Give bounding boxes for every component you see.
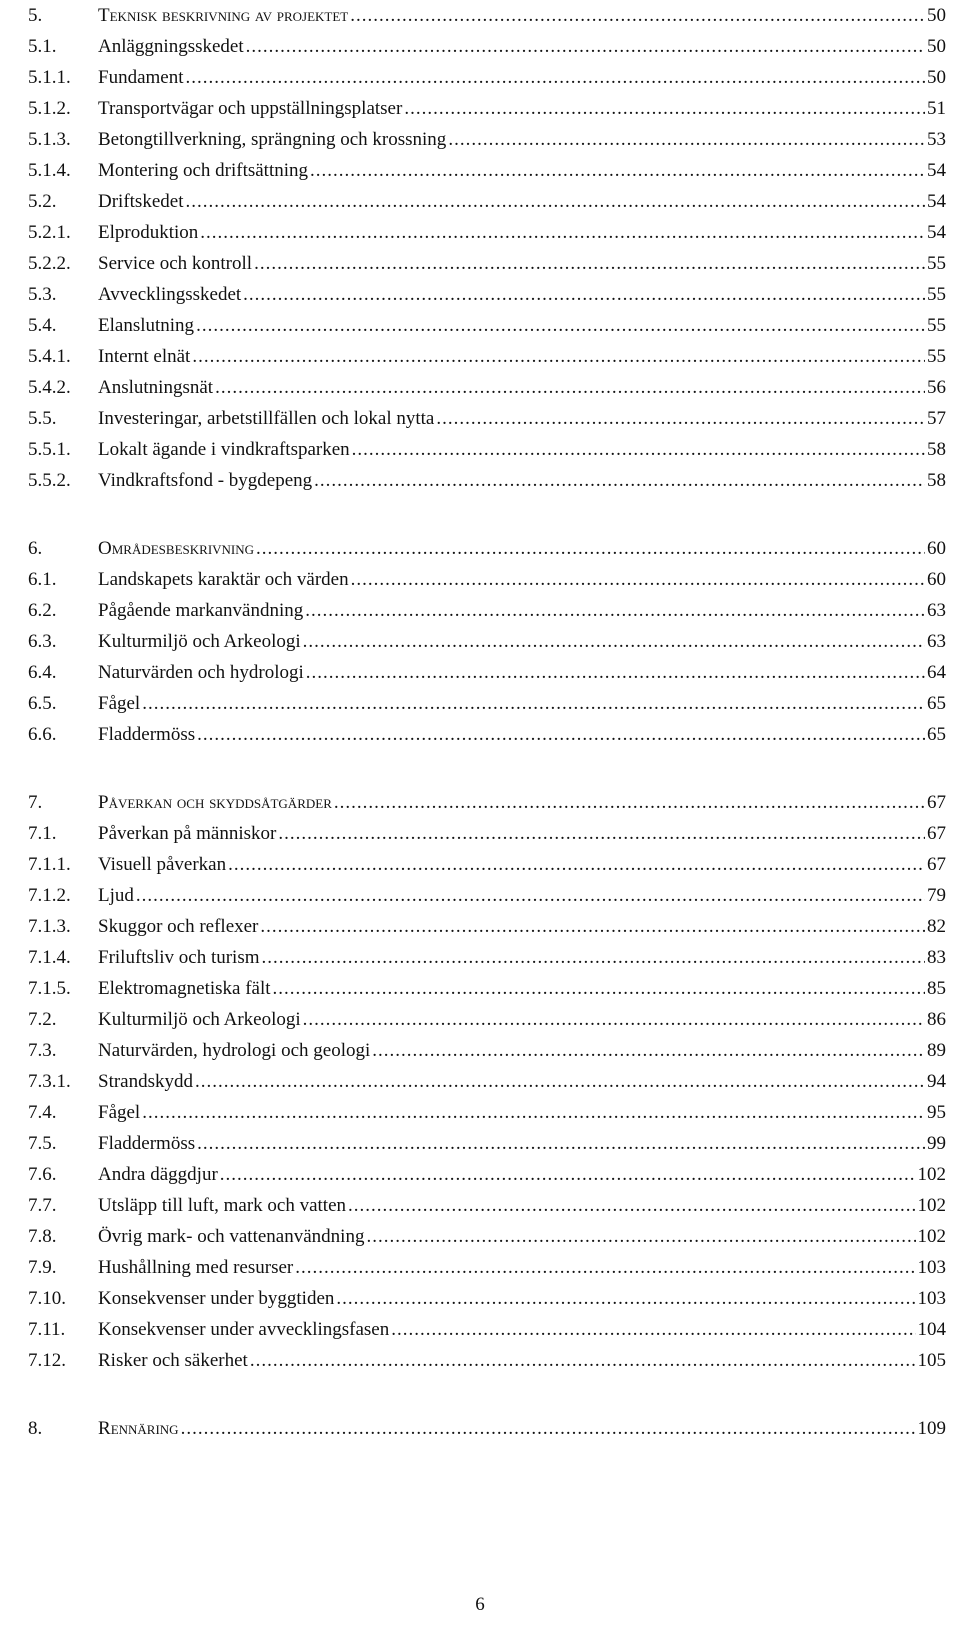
toc-entry-title: Hushållning med resurser	[98, 1257, 294, 1278]
toc-entry[interactable]	[28, 1159, 946, 1190]
toc-entry[interactable]	[28, 911, 946, 942]
toc-entry[interactable]	[28, 1314, 946, 1345]
toc-entry-page: 65	[927, 724, 946, 745]
toc-entry-title: Fågel	[98, 693, 141, 714]
toc-entry[interactable]	[28, 465, 946, 496]
dot-leader	[186, 62, 926, 93]
toc-entry-line	[98, 1159, 946, 1190]
toc-entry-line	[98, 1413, 946, 1444]
toc-entry[interactable]	[28, 62, 946, 93]
dot-leader	[197, 1128, 925, 1159]
toc-entry-page: 85	[927, 978, 946, 999]
toc-entry-number: 5.1.3.	[28, 129, 71, 150]
toc-entry-line	[98, 155, 946, 186]
toc-entry-page: 67	[927, 792, 946, 813]
toc-entry-line	[98, 124, 946, 155]
toc-entry-line	[98, 657, 946, 688]
toc-entry-line	[98, 1097, 946, 1128]
toc-entry-title: Transportvägar och uppställningsplatser	[98, 98, 403, 119]
dot-leader	[372, 1035, 925, 1066]
toc-entry-number: 8.	[28, 1418, 43, 1439]
toc-entry[interactable]	[28, 1066, 946, 1097]
toc-entry-number: 5.4.1.	[28, 346, 71, 367]
toc-entry-title: Påverkan på människor	[98, 823, 277, 844]
toc-entry-page: 94	[927, 1071, 946, 1092]
toc-chapter-entry[interactable]	[28, 0, 946, 31]
toc-entry-page: 95	[927, 1102, 946, 1123]
toc-section	[28, 787, 946, 1376]
toc-entry[interactable]	[28, 1190, 946, 1221]
toc-entry-line	[98, 719, 946, 750]
dot-leader	[278, 818, 925, 849]
dot-leader	[436, 403, 925, 434]
toc-entry-title: Skuggor och reflexer	[98, 916, 259, 937]
toc-entry-title: Elanslutning	[98, 315, 195, 336]
toc-entry[interactable]	[28, 31, 946, 62]
toc-entry[interactable]	[28, 880, 946, 911]
toc-entry-title: Anslutningsnät	[98, 377, 214, 398]
toc-entry-page: 57	[927, 408, 946, 429]
toc-entry-number: 7.1.1.	[28, 854, 71, 875]
dot-leader	[200, 217, 925, 248]
toc-entry-page: 50	[927, 5, 946, 26]
toc-entry[interactable]	[28, 818, 946, 849]
toc-entry-number: 7.2.	[28, 1009, 57, 1030]
toc-section	[28, 1413, 946, 1444]
toc-entry-page: 55	[927, 284, 946, 305]
toc-entry-line	[98, 0, 946, 31]
toc-entry-page: 55	[927, 346, 946, 367]
toc-entry-title: Montering och driftsättning	[98, 160, 309, 181]
toc-entry-number: 7.1.3.	[28, 916, 71, 937]
toc-entry-number: 7.6.	[28, 1164, 57, 1185]
toc-entry[interactable]	[28, 1221, 946, 1252]
toc-entry-line	[98, 1128, 946, 1159]
toc-entry-title: Risker och säkerhet	[98, 1350, 248, 1371]
toc-entry-line	[98, 1190, 946, 1221]
toc-entry-line	[98, 942, 946, 973]
toc-entry-line	[98, 403, 946, 434]
toc-entry-number: 5.2.2.	[28, 253, 71, 274]
dot-leader	[192, 341, 925, 372]
toc-entry-number: 7.1.5.	[28, 978, 71, 999]
dot-leader	[262, 942, 926, 973]
toc-entry-number: 5.1.1.	[28, 67, 71, 88]
toc-entry[interactable]	[28, 719, 946, 750]
toc-entry-page: 58	[927, 470, 946, 491]
dot-leader	[181, 1413, 916, 1444]
toc-entry-line	[98, 595, 946, 626]
toc-entry-page: 103	[917, 1257, 946, 1278]
toc-entry[interactable]	[28, 626, 946, 657]
toc-entry-line	[98, 973, 946, 1004]
toc-entry-number: 5.5.	[28, 408, 57, 429]
toc-entry-line	[98, 533, 946, 564]
toc-entry[interactable]	[28, 849, 946, 880]
toc-entry[interactable]	[28, 1345, 946, 1376]
toc-entry[interactable]	[28, 973, 946, 1004]
toc-entry-number: 5.1.	[28, 36, 57, 57]
dot-leader	[305, 595, 925, 626]
dot-leader	[303, 1004, 925, 1035]
toc-entry-number: 7.12.	[28, 1350, 66, 1371]
toc-entry-page: 103	[917, 1288, 946, 1309]
toc-entry[interactable]	[28, 595, 946, 626]
toc-entry-number: 5.1.4.	[28, 160, 71, 181]
toc-entry-title: Driftskedet	[98, 191, 184, 212]
toc-entry-number: 7.8.	[28, 1226, 57, 1247]
toc-entry[interactable]	[28, 1004, 946, 1035]
toc-entry-number: 7.1.2.	[28, 885, 71, 906]
toc-entry-number: 5.2.1.	[28, 222, 71, 243]
toc-section	[28, 533, 946, 750]
toc-entry-number: 5.2.	[28, 191, 57, 212]
toc-entry-title: Konsekvenser under avvecklingsfasen	[98, 1319, 390, 1340]
toc-entry-line	[98, 217, 946, 248]
toc-entry-page: 53	[927, 129, 946, 150]
toc-entry[interactable]	[28, 186, 946, 217]
toc-entry-line	[98, 93, 946, 124]
toc-entry-line	[98, 186, 946, 217]
toc-entry-page: 51	[927, 98, 946, 119]
toc-entry-number: 5.1.2.	[28, 98, 71, 119]
toc-entry-page: 105	[917, 1350, 946, 1371]
toc-entry-line	[98, 1221, 946, 1252]
toc-entry-line	[98, 564, 946, 595]
toc-entry[interactable]	[28, 93, 946, 124]
toc-entry-title: Service och kontroll	[98, 253, 253, 274]
toc-entry[interactable]	[28, 1283, 946, 1314]
toc-entry-number: 7.11.	[28, 1319, 66, 1340]
toc-entry-page: 104	[917, 1319, 946, 1340]
toc-entry-page: 63	[927, 600, 946, 621]
toc-entry-line	[98, 1345, 946, 1376]
toc-entry-page: 55	[927, 253, 946, 274]
toc-entry-title: Kulturmiljö och Arkeologi	[98, 631, 301, 652]
toc-entry[interactable]	[28, 310, 946, 341]
toc-entry-number: 5.4.2.	[28, 377, 71, 398]
toc-entry-title: Naturvärden och hydrologi	[98, 662, 304, 683]
dot-leader	[306, 657, 925, 688]
toc-entry-page: 58	[927, 439, 946, 460]
toc-entry-title: Visuell påverkan	[98, 854, 227, 875]
toc-entry[interactable]	[28, 1252, 946, 1283]
toc-entry-title: Naturvärden, hydrologi och geologi	[98, 1040, 371, 1061]
dot-leader	[350, 0, 925, 31]
toc-entry-title: Andra däggdjur	[98, 1164, 218, 1185]
page-number: 6	[475, 1594, 485, 1615]
toc-entry-title: Fladdermöss	[98, 724, 196, 745]
dot-leader	[250, 1345, 916, 1376]
dot-leader	[448, 124, 925, 155]
toc-entry-number: 5.4.	[28, 315, 57, 336]
dot-leader	[243, 279, 925, 310]
toc-entry-line	[98, 688, 946, 719]
toc-entry-line	[98, 880, 946, 911]
toc-entry-number: 6.3.	[28, 631, 57, 652]
toc-entry-page: 82	[927, 916, 946, 937]
toc-entry-title: Fundament	[98, 67, 184, 88]
toc-entry-line	[98, 31, 946, 62]
toc-entry-title: Avvecklingsskedet	[98, 284, 242, 305]
toc-entry-page: 89	[927, 1040, 946, 1061]
toc-entry-number: 7.9.	[28, 1257, 57, 1278]
toc-entry-page: 102	[917, 1164, 946, 1185]
toc-entry-page: 79	[927, 885, 946, 906]
toc-entry-title: Fladdermöss	[98, 1133, 196, 1154]
toc-entry-page: 99	[927, 1133, 946, 1154]
toc-entry[interactable]	[28, 657, 946, 688]
dot-leader	[404, 93, 925, 124]
toc-entry-line	[98, 787, 946, 818]
toc-entry-page: 60	[927, 569, 946, 590]
toc-entry-page: 63	[927, 631, 946, 652]
toc-entry[interactable]	[28, 434, 946, 465]
toc-entry[interactable]	[28, 279, 946, 310]
dot-leader	[351, 564, 925, 595]
toc-entry-number: 6.	[28, 538, 43, 559]
toc-entry-title: påverkan och skyddsåtgärder	[98, 792, 332, 813]
toc-chapter-entry[interactable]	[28, 1413, 946, 1444]
toc-entry[interactable]	[28, 341, 946, 372]
toc-entry-title: Kulturmiljö och Arkeologi	[98, 1009, 301, 1030]
toc-entry-title: Anläggningsskedet	[98, 36, 244, 57]
dot-leader	[303, 626, 925, 657]
toc-entry-page: 54	[927, 191, 946, 212]
toc-entry-number: 7.1.4.	[28, 947, 71, 968]
toc-entry[interactable]	[28, 1035, 946, 1066]
dot-leader	[334, 787, 925, 818]
toc-entry-number: 7.	[28, 792, 43, 813]
toc-entry-line	[98, 434, 946, 465]
toc-entry-line	[98, 626, 946, 657]
toc-entry-page: 54	[927, 160, 946, 181]
toc-entry-page: 83	[927, 947, 946, 968]
dot-leader	[366, 1221, 915, 1252]
toc-entry-number: 5.3.	[28, 284, 57, 305]
dot-leader	[336, 1283, 915, 1314]
dot-leader	[391, 1314, 915, 1345]
dot-leader	[352, 434, 925, 465]
dot-leader	[348, 1190, 915, 1221]
dot-leader	[260, 911, 925, 942]
toc-entry-number: 6.5.	[28, 693, 57, 714]
dot-leader	[196, 310, 925, 341]
toc-entry-line	[98, 1252, 946, 1283]
toc-entry-title: Investeringar, arbetstillfällen och lokal nytta	[98, 408, 435, 429]
toc-entry-page: 65	[927, 693, 946, 714]
toc-entry[interactable]	[28, 372, 946, 403]
dot-leader	[295, 1252, 915, 1283]
toc-entry-page: 54	[927, 222, 946, 243]
toc-entry[interactable]	[28, 688, 946, 719]
toc-entry-number: 7.5.	[28, 1133, 57, 1154]
toc-entry-line	[98, 911, 946, 942]
toc-entry-number: 5.	[28, 5, 43, 26]
toc-entry-title: Ljud	[98, 885, 134, 906]
toc-entry-title: Landskapets karaktär och värden	[98, 569, 349, 590]
dot-leader	[197, 719, 925, 750]
toc-entry-line	[98, 310, 946, 341]
toc-entry-title: Fågel	[98, 1102, 141, 1123]
toc-entry-title: Elproduktion	[98, 222, 199, 243]
toc-chapter-entry[interactable]	[28, 533, 946, 564]
toc-entry-page: 50	[927, 36, 946, 57]
toc-entry[interactable]	[28, 124, 946, 155]
toc-entry-line	[98, 1035, 946, 1066]
dot-leader	[220, 1159, 916, 1190]
toc-entry-page: 55	[927, 315, 946, 336]
dot-leader	[142, 1097, 925, 1128]
toc-entry-line	[98, 1004, 946, 1035]
toc-entry-line	[98, 849, 946, 880]
toc-entry-title: Utsläpp till luft, mark och vatten	[98, 1195, 347, 1216]
toc-entry-number: 7.1.	[28, 823, 57, 844]
dot-leader	[254, 248, 925, 279]
toc-entry-number: 7.7.	[28, 1195, 57, 1216]
toc-entry[interactable]	[28, 217, 946, 248]
toc-entry-number: 5.5.1.	[28, 439, 71, 460]
toc-entry-title: Lokalt ägande i vindkraftsparken	[98, 439, 350, 460]
toc-entry-line	[98, 279, 946, 310]
toc-entry-number: 6.4.	[28, 662, 57, 683]
dot-leader	[142, 688, 925, 719]
toc-entry[interactable]	[28, 1128, 946, 1159]
toc-entry-title: Internt elnät	[98, 346, 191, 367]
dot-leader	[195, 1066, 925, 1097]
toc-entry-page: 67	[927, 823, 946, 844]
dot-leader	[136, 880, 925, 911]
toc-entry-title: områdesbeskrivning	[98, 538, 255, 559]
toc-entry-number: 6.2.	[28, 600, 57, 621]
toc-entry-page: 102	[917, 1226, 946, 1247]
dot-leader	[215, 372, 925, 403]
toc-entry-page: 60	[927, 538, 946, 559]
toc-entry-page: 109	[917, 1418, 946, 1439]
toc-entry[interactable]	[28, 403, 946, 434]
toc-entry-title: Vindkraftsfond - bygdepeng	[98, 470, 313, 491]
toc-chapter-entry[interactable]	[28, 787, 946, 818]
toc-entry-line	[98, 372, 946, 403]
toc-entry-number: 7.3.1.	[28, 1071, 71, 1092]
toc-entry-number: 5.5.2.	[28, 470, 71, 491]
dot-leader	[228, 849, 925, 880]
toc-entry-title: Konsekvenser under byggtiden	[98, 1288, 335, 1309]
toc-entry[interactable]	[28, 155, 946, 186]
toc-entry-title: Friluftsliv och turism	[98, 947, 260, 968]
toc-entry-number: 7.10.	[28, 1288, 66, 1309]
toc-entry-page: 67	[927, 854, 946, 875]
toc-entry-page: 50	[927, 67, 946, 88]
dot-leader	[310, 155, 925, 186]
table-of-contents	[28, 0, 946, 1444]
toc-entry-title: Betongtillverkning, sprängning och krossning	[98, 129, 447, 150]
toc-entry-title: rennäring	[98, 1418, 179, 1439]
dot-leader	[256, 533, 925, 564]
toc-entry-line	[98, 1066, 946, 1097]
toc-entry-number: 7.4.	[28, 1102, 57, 1123]
toc-entry-number: 7.3.	[28, 1040, 57, 1061]
dot-leader	[314, 465, 925, 496]
toc-entry[interactable]	[28, 564, 946, 595]
toc-entry-title: Strandskydd	[98, 1071, 193, 1092]
toc-entry-title: Pågående markanvändning	[98, 600, 304, 621]
toc-entry[interactable]	[28, 248, 946, 279]
toc-entry-page: 102	[917, 1195, 946, 1216]
toc-entry-line	[98, 1283, 946, 1314]
toc-entry-title: teknisk beskrivning av projektet	[98, 5, 349, 26]
toc-entry-page: 64	[927, 662, 946, 683]
toc-entry-line	[98, 1314, 946, 1345]
toc-entry-line	[98, 248, 946, 279]
toc-entry-page: 86	[927, 1009, 946, 1030]
toc-entry-title: Elektromagnetiska fält	[98, 978, 271, 999]
toc-entry-line	[98, 62, 946, 93]
toc-section	[28, 0, 946, 496]
toc-entry-page: 56	[927, 377, 946, 398]
toc-entry-number: 6.1.	[28, 569, 57, 590]
toc-entry-line	[98, 818, 946, 849]
toc-entry-line	[98, 465, 946, 496]
toc-entry-title: Övrig mark- och vattenanvändning	[98, 1226, 365, 1247]
toc-entry[interactable]	[28, 942, 946, 973]
dot-leader	[185, 186, 925, 217]
dot-leader	[273, 973, 925, 1004]
toc-entry[interactable]	[28, 1097, 946, 1128]
toc-entry-line	[98, 341, 946, 372]
toc-entry-number: 6.6.	[28, 724, 57, 745]
dot-leader	[246, 31, 925, 62]
